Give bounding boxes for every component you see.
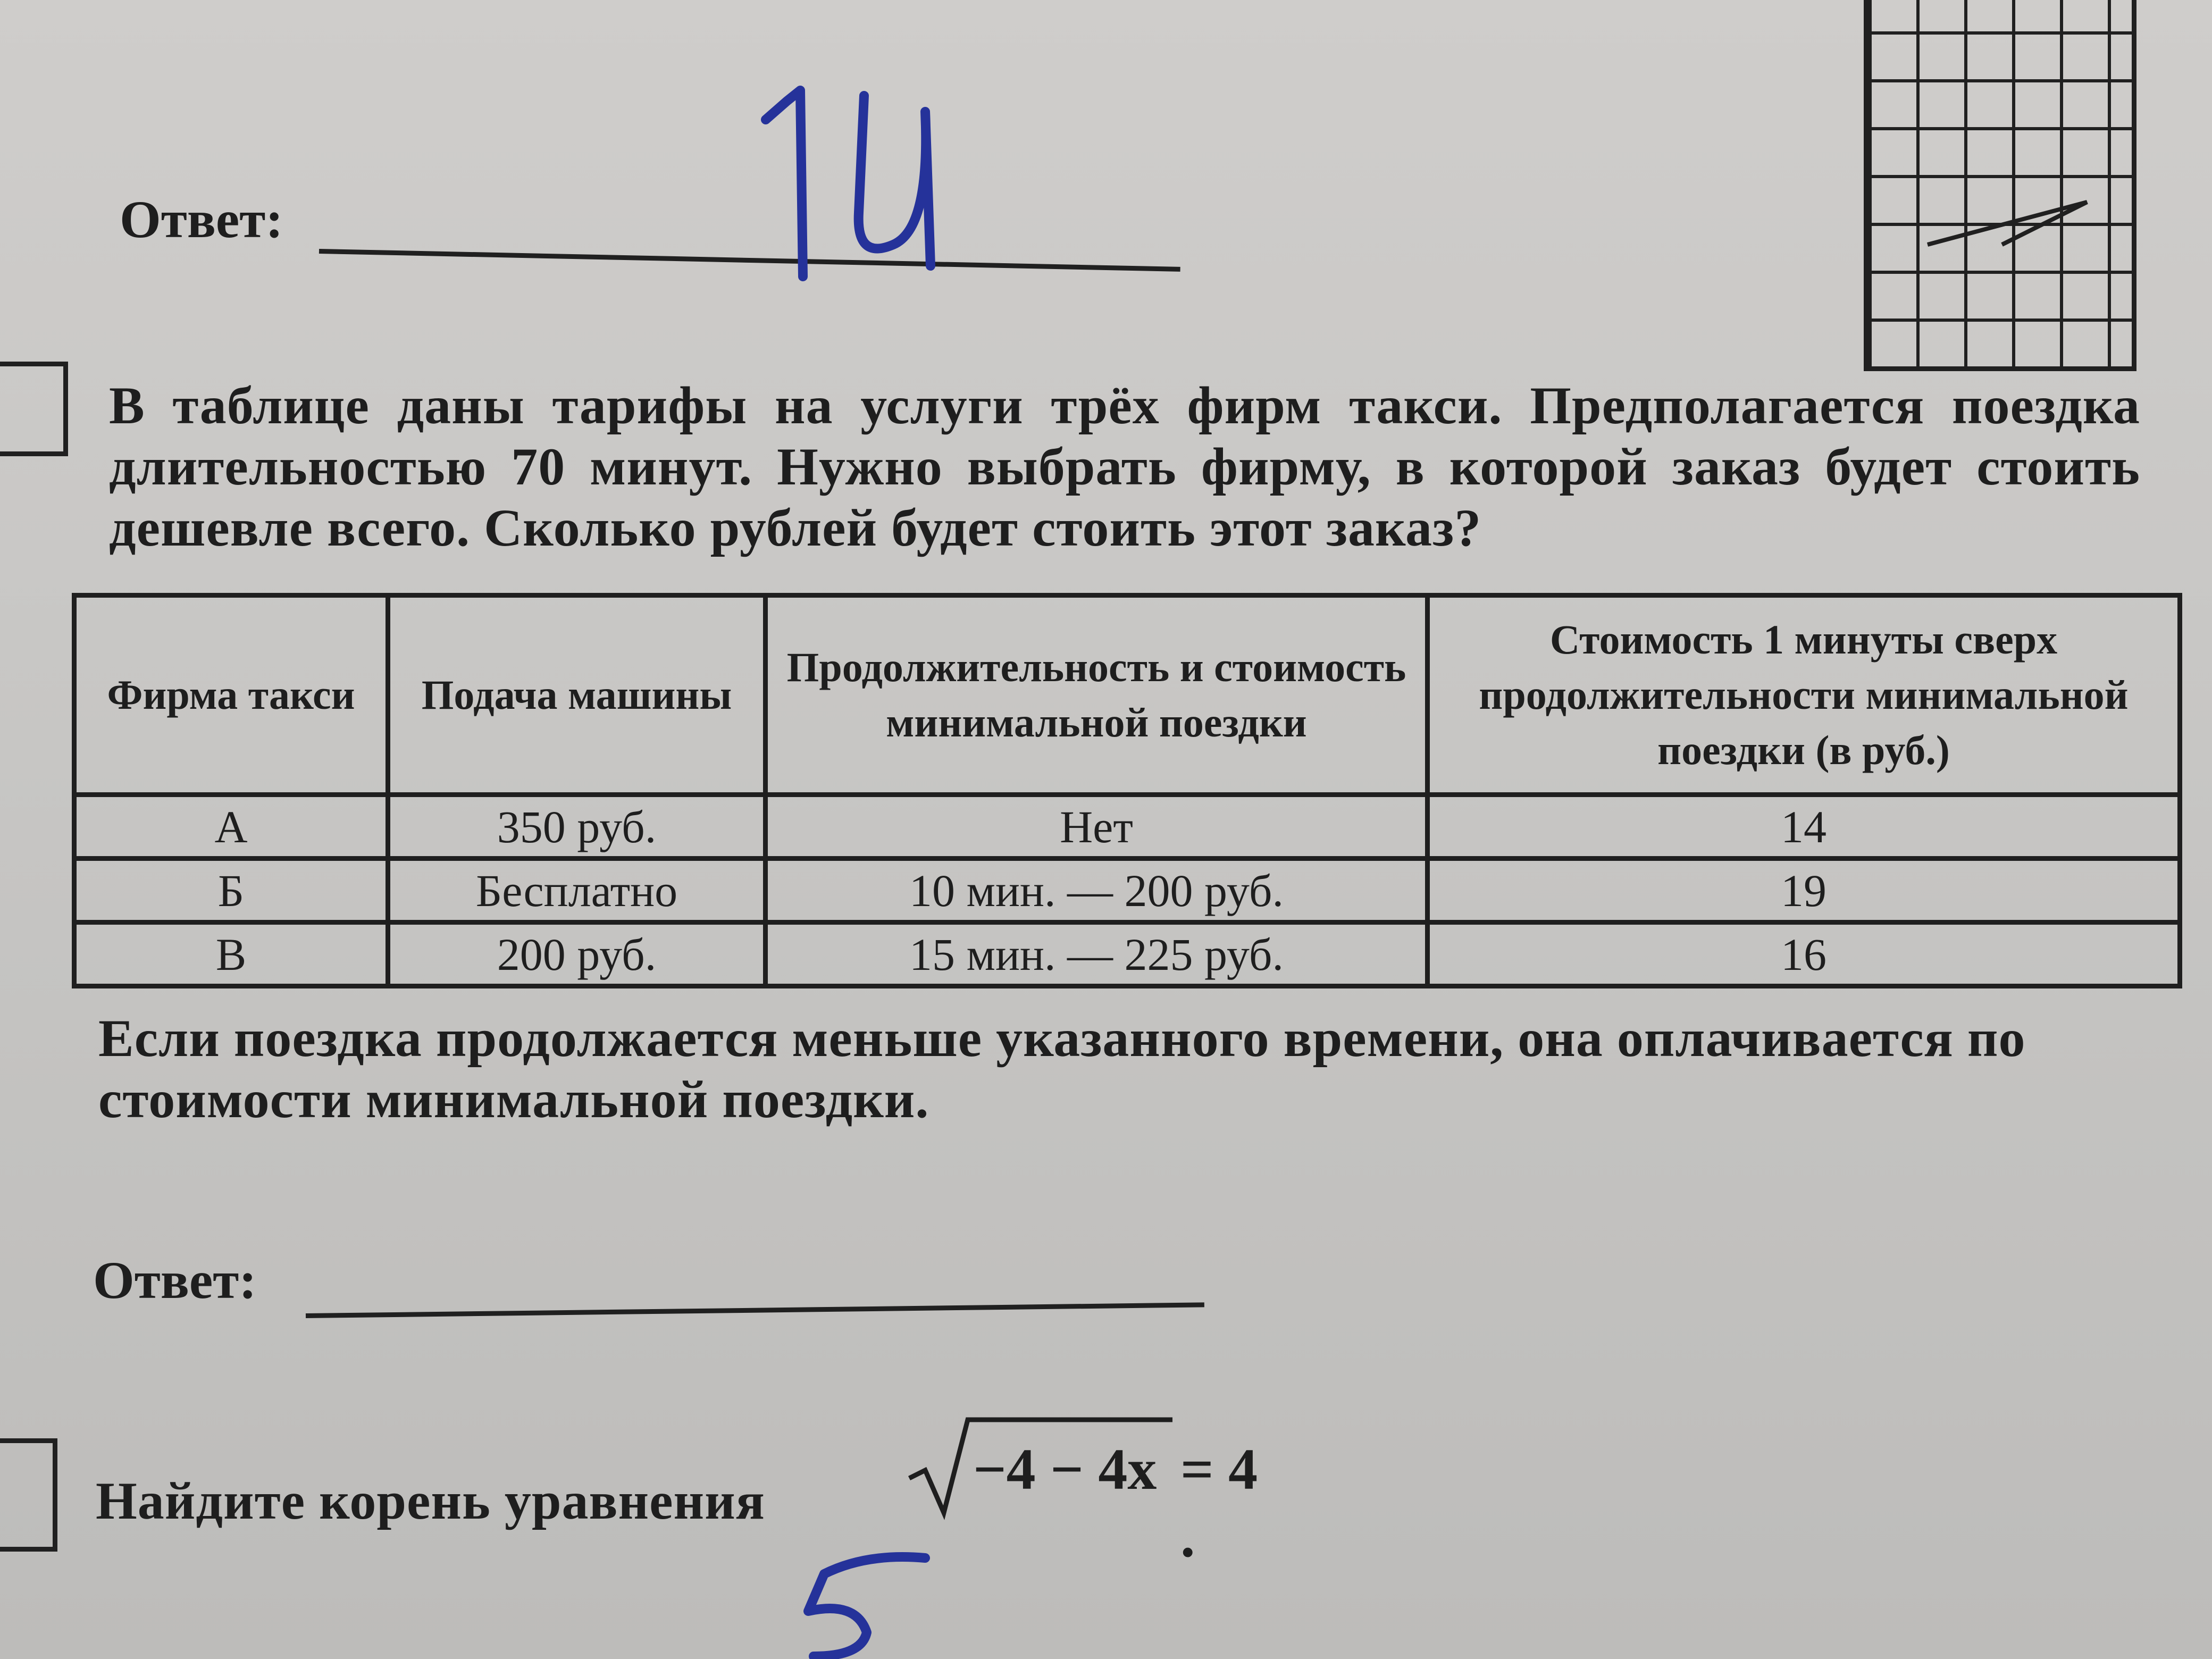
cell-firm: В [74,923,388,986]
cell-minute-cost: 14 [1428,795,2180,859]
header-firm: Фирма такси [74,596,388,795]
answer-line [306,1302,1204,1318]
cell-min-trip: 15 мин. — 225 руб. [766,923,1428,986]
table-row [74,795,2180,859]
next-task-number-box [0,1438,57,1552]
cell-min-trip: Нет [766,795,1428,859]
cell-minute-cost: 19 [1428,859,2180,923]
cell-firm: А [74,795,388,859]
grid-figure-segment [1864,175,2127,261]
header-min-trip: Продолжительность и стоимость минимальной поездки [766,596,1428,795]
tariff-table [72,593,2182,988]
next-task-statement: Найдите корень уравнения [96,1471,765,1530]
handwritten-answer-next [734,1542,957,1659]
cell-min-trip: 10 мин. — 200 руб. [766,859,1428,923]
cell-pickup: 350 руб. [388,795,766,859]
answer-label: Ответ: [93,1251,257,1310]
header-minute-cost: Стоимость 1 минуты сверх продолжительности минимальной поездки (в руб.) [1428,596,2180,795]
table-row [74,859,2180,923]
task-number-box [0,362,68,456]
cell-firm: Б [74,859,388,923]
cell-pickup: Бесплатно [388,859,766,923]
header-pickup: Подача машины [388,596,766,795]
equation [904,1414,1276,1569]
answer-label-prev: Ответ: [120,190,283,249]
table-note: Если поездка продолжается меньше указанного времени, она оплачивается по стоимости минимальной поездки. [98,1009,2026,1129]
table-row [74,923,2180,986]
task-statement: В таблице даны тарифы на услуги трёх фирм такси. Предполагается поездка длительностью 70 минут. Нужно выбрать фирму, в которой заказ будет стоить дешевле всего. Сколько рублей будет стоить этот заказ? [109,376,2140,557]
equation-rhs: = 4 . [1180,1437,1258,1569]
table-header-row [74,596,2180,795]
equation-radicand: −4 − 4x [973,1437,1157,1502]
answer-line-prev [319,249,1180,272]
handwritten-answer-prev [755,69,957,287]
cell-pickup: 200 руб. [388,923,766,986]
cell-minute-cost: 16 [1428,923,2180,986]
